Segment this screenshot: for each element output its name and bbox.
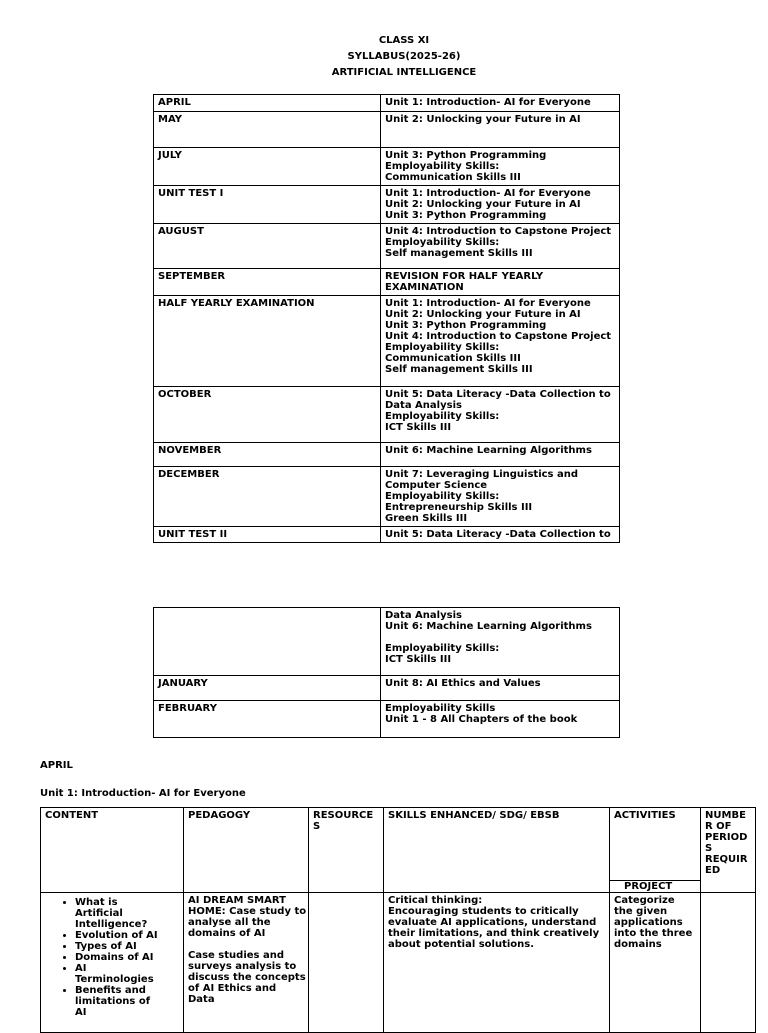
schedule-content-line: Employability Skills: xyxy=(385,491,500,502)
schedule-content-line: Unit 4: Introduction to Capstone Project xyxy=(385,331,612,342)
header-resources: RESOURCE S xyxy=(309,808,384,893)
content-cell xyxy=(41,893,184,1033)
schedule-row xyxy=(154,224,620,269)
content-list-item xyxy=(75,897,179,930)
schedule-content xyxy=(381,608,620,676)
schedule-month: JULY xyxy=(154,148,381,186)
schedule-row xyxy=(154,186,620,224)
pedagogy-line: domains of AI xyxy=(188,928,266,939)
schedule-table xyxy=(153,94,620,543)
schedule-row xyxy=(154,148,620,186)
content-item-line: • Evolution of AI xyxy=(75,930,158,941)
activities-cell xyxy=(610,893,701,1033)
section-month: APRIL xyxy=(40,760,73,771)
header-pedagogy: PEDAGOGY xyxy=(184,808,309,893)
schedule-content-line: Employability Skills: xyxy=(385,643,500,654)
resources-cell xyxy=(309,893,384,1033)
pedagogy-line xyxy=(188,939,304,950)
schedule-row xyxy=(154,676,620,701)
schedule-content-line: Unit 5: Data Literacy -Data Collection to xyxy=(385,389,611,400)
schedule-content-line: Unit 3: Python Programming xyxy=(385,150,547,161)
schedule-content xyxy=(381,95,620,112)
schedule-month: FEBRUARY xyxy=(154,701,381,738)
schedule-content-line: Employability Skills: xyxy=(385,161,500,172)
schedule-content-line: Unit 6: Machine Learning Algorithms xyxy=(385,621,592,632)
content-list xyxy=(41,897,179,1018)
content-item-line: • Benefits and xyxy=(75,985,146,996)
schedule-month: UNIT TEST I xyxy=(154,186,381,224)
schedule-content xyxy=(381,443,620,467)
schedule-content-line: Data Analysis xyxy=(385,400,462,411)
schedule-content-line: Employability Skills xyxy=(385,703,496,714)
skills-line: about potential solutions. xyxy=(388,939,535,950)
schedule-content-line: Unit 6: Machine Learning Algorithms xyxy=(385,445,592,456)
content-list-item xyxy=(75,941,179,952)
header-skills: SKILLS ENHANCED/ SDG/ EBSB xyxy=(384,808,610,893)
schedule-month: NOVEMBER xyxy=(154,443,381,467)
pedagogy-line: AI DREAM SMART xyxy=(188,895,286,906)
schedule-content-line: Self management Skills III xyxy=(385,364,533,375)
schedule-content-line: Communication Skills III xyxy=(385,172,521,183)
schedule-row xyxy=(154,443,620,467)
schedule-row xyxy=(154,608,620,676)
content-item-line: Artificial xyxy=(75,908,123,919)
activities-line: applications xyxy=(614,917,683,928)
content-item-line: • What is xyxy=(75,897,118,908)
schedule-content-line: Unit 3: Python Programming xyxy=(385,210,547,221)
schedule-content-line: EXAMINATION xyxy=(385,282,464,293)
schedule-month: OCTOBER xyxy=(154,387,381,443)
pedagogy-cell xyxy=(184,893,309,1033)
detail-header-row xyxy=(41,808,756,881)
schedule-month xyxy=(154,608,381,676)
content-list-item xyxy=(75,963,179,985)
schedule-content-line: ICT Skills III xyxy=(385,422,452,433)
skills-line: evaluate AI applications, understand xyxy=(388,917,597,928)
schedule-content-line: Entrepreneurship Skills III xyxy=(385,502,533,513)
section-unit-title: Unit 1: Introduction- AI for Everyone xyxy=(40,788,246,799)
pedagogy-line: analyse all the xyxy=(188,917,271,928)
schedule-row xyxy=(154,95,620,112)
schedule-content-line: Unit 7: Leveraging Linguistics and xyxy=(385,469,579,480)
schedule-row xyxy=(154,387,620,443)
schedule-content-line: Unit 3: Python Programming xyxy=(385,320,547,331)
schedule-month: SEPTEMBER xyxy=(154,269,381,296)
activities-line: into the three xyxy=(614,928,693,939)
schedule-content-line: Unit 4: Introduction to Capstone Project xyxy=(385,226,612,237)
schedule-row xyxy=(154,296,620,387)
schedule-content-line: Employability Skills: xyxy=(385,411,500,422)
schedule-content xyxy=(381,148,620,186)
schedule-content-line: ICT Skills III xyxy=(385,654,452,665)
header-activities: ACTIVITIES xyxy=(610,808,701,881)
project-label: PROJECT xyxy=(610,881,701,893)
schedule-content-line: Computer Science xyxy=(385,480,488,491)
schedule-month: HALF YEARLY EXAMINATION xyxy=(154,296,381,387)
schedule-content-line: Data Analysis xyxy=(385,610,462,621)
schedule-content-line xyxy=(385,632,615,643)
schedule-content xyxy=(381,676,620,701)
content-item-line: AI xyxy=(75,1007,87,1018)
content-list-item xyxy=(75,985,179,1018)
content-item-line: Intelligence? xyxy=(75,919,148,930)
schedule-content-line: Unit 1: Introduction- AI for Everyone xyxy=(385,97,591,108)
schedule-month: MAY xyxy=(154,112,381,148)
content-list-item xyxy=(75,930,179,941)
content-item-line: • AI xyxy=(75,963,87,974)
schedule-content xyxy=(381,112,620,148)
activities-line: the given xyxy=(614,906,668,917)
pedagogy-line: Data xyxy=(188,994,215,1005)
schedule-content-line: Unit 1: Introduction- AI for Everyone xyxy=(385,188,591,199)
schedule-month: DECEMBER xyxy=(154,467,381,527)
schedule-row xyxy=(154,269,620,296)
schedule-content-line: REVISION FOR HALF YEARLY xyxy=(385,271,544,282)
subject-title: ARTIFICIAL INTELLIGENCE xyxy=(331,67,477,78)
schedule-content-line: Unit 2: Unlocking your Future in AI xyxy=(385,199,581,210)
unit-detail-table xyxy=(40,807,756,1033)
skills-line: Encouraging students to critically xyxy=(388,906,579,917)
schedule-content xyxy=(381,186,620,224)
schedule-content-line: Unit 2: Unlocking your Future in AI xyxy=(385,114,581,125)
schedule-month: AUGUST xyxy=(154,224,381,269)
skills-cell xyxy=(384,893,610,1033)
syllabus-year: SYLLABUS(2025-26) xyxy=(347,51,461,62)
schedule-content-line: Unit 8: AI Ethics and Values xyxy=(385,678,541,689)
pedagogy-line: of AI Ethics and xyxy=(188,983,277,994)
schedule-month: JANUARY xyxy=(154,676,381,701)
schedule-content xyxy=(381,527,620,543)
skills-line: Critical thinking: xyxy=(388,895,483,906)
pedagogy-line: surveys analysis to xyxy=(188,961,297,972)
activities-line: Categorize xyxy=(614,895,675,906)
pedagogy-line: discuss the concepts xyxy=(188,972,306,983)
schedule-content-line: Unit 1: Introduction- AI for Everyone xyxy=(385,298,591,309)
content-item-line: limitations of xyxy=(75,996,151,1007)
schedule-table-continued xyxy=(153,607,620,738)
schedule-row xyxy=(154,527,620,543)
schedule-content-line: Communication Skills III xyxy=(385,353,521,364)
pedagogy-line: Case studies and xyxy=(188,950,284,961)
schedule-content-line: Unit 2: Unlocking your Future in AI xyxy=(385,309,581,320)
schedule-row xyxy=(154,467,620,527)
schedule-content xyxy=(381,269,620,296)
pedagogy-line: HOME: Case study to xyxy=(188,906,307,917)
content-item-line: • Types of AI xyxy=(75,941,137,952)
activities-line: domains xyxy=(614,939,662,950)
content-item-line: • Domains of AI xyxy=(75,952,154,963)
schedule-content xyxy=(381,467,620,527)
content-item-line: Terminologies xyxy=(75,974,154,985)
schedule-month: APRIL xyxy=(154,95,381,112)
schedule-row xyxy=(154,112,620,148)
schedule-content-line: Green Skills III xyxy=(385,513,468,524)
schedule-content xyxy=(381,387,620,443)
header-content: CONTENT xyxy=(41,808,184,893)
schedule-content xyxy=(381,701,620,738)
detail-body-row xyxy=(41,893,756,1033)
schedule-content-line: Self management Skills III xyxy=(385,248,533,259)
class-title: CLASS XI xyxy=(378,35,430,46)
schedule-content-line: Unit 1 - 8 All Chapters of the book xyxy=(385,714,578,725)
skills-line: their limitations, and think creatively xyxy=(388,928,600,939)
schedule-content xyxy=(381,296,620,387)
schedule-content-line: Employability Skills: xyxy=(385,342,500,353)
schedule-content xyxy=(381,224,620,269)
schedule-content-line: Employability Skills: xyxy=(385,237,500,248)
schedule-row xyxy=(154,701,620,738)
schedule-month: UNIT TEST II xyxy=(154,527,381,543)
periods-cell xyxy=(701,893,756,1033)
content-list-item xyxy=(75,952,179,963)
schedule-content-line: Unit 5: Data Literacy -Data Collection to xyxy=(385,529,611,540)
header-periods: NUMBE R OF PERIOD S REQUIR ED xyxy=(701,808,756,893)
